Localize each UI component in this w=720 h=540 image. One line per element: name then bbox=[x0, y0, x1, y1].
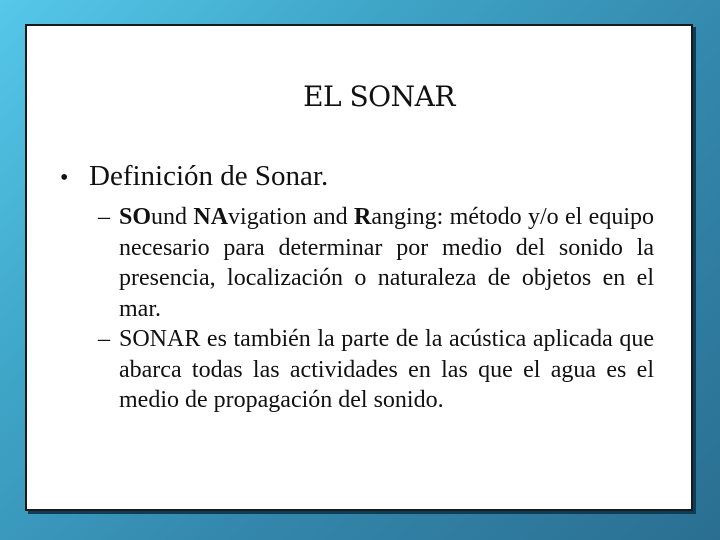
text-segment: und bbox=[151, 204, 194, 230]
text-segment: vigation and bbox=[228, 204, 355, 230]
sub-bullet-sonar-acoustics bbox=[98, 324, 654, 416]
text-segment: anging: método y/o el equipo necesario para determinar por medio del sonido la presencia, localización o naturaleza de objetos en el mar. bbox=[119, 204, 654, 322]
dash-marker: – bbox=[98, 326, 110, 352]
bold-initials: SO bbox=[119, 204, 152, 230]
bold-initials: R bbox=[354, 204, 372, 230]
sub-bullet-sonar-acronym bbox=[98, 202, 654, 324]
sub-bullet-text bbox=[119, 202, 654, 324]
bold-initials: NA bbox=[193, 204, 229, 230]
bullet-text: Definición de Sonar. bbox=[89, 160, 329, 192]
dash-marker: – bbox=[98, 204, 110, 230]
main-bullet bbox=[60, 160, 328, 193]
slide-title: EL SONAR bbox=[303, 80, 455, 113]
bullet-dot: • bbox=[60, 165, 69, 191]
sub-bullet-text: SONAR es también la parte de la acústica aplicada que abarca todas las actividades en las que el agua es el medio de propagación del sonido. bbox=[119, 326, 654, 413]
slide-panel bbox=[25, 24, 693, 511]
sub-bullet-list bbox=[98, 202, 654, 416]
